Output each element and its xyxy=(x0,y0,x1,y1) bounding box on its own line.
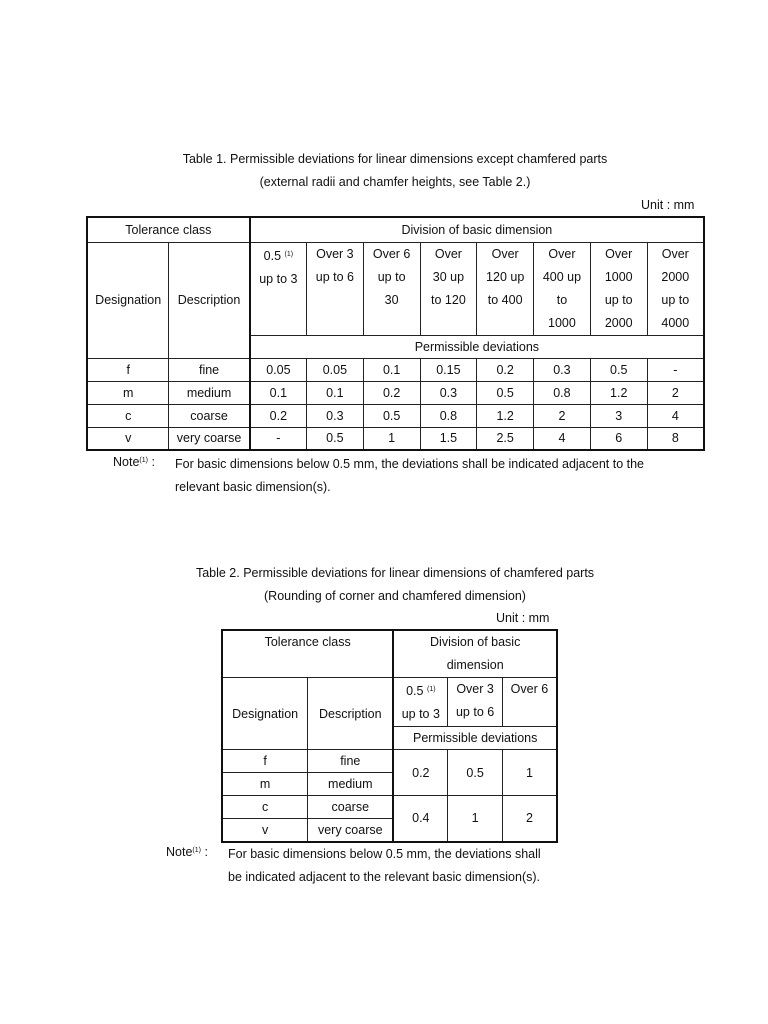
t1-range-2 xyxy=(306,242,363,335)
t1-designation-cell: m xyxy=(87,381,169,404)
t1-range-8-line: up to xyxy=(661,292,690,307)
t1-value-cell: 0.5 xyxy=(590,358,647,381)
t1-description-cell: fine xyxy=(169,358,250,381)
t2-note-colon: : xyxy=(200,845,208,859)
t1-range-6-line: to xyxy=(556,292,568,307)
t2-value-cell: 2 xyxy=(502,796,557,842)
t1-tolerance-class-header: Tolerance class xyxy=(87,217,250,242)
t2-value-cell: 1 xyxy=(502,750,557,796)
t1-range-6-line: 1000 xyxy=(548,315,576,330)
t1-value-cell: 1.5 xyxy=(420,427,477,450)
table2 xyxy=(221,629,558,843)
t1-value-cell: 0.8 xyxy=(420,404,477,427)
t2-note-sup: (1) xyxy=(192,847,201,854)
t2-value-cell: 0.5 xyxy=(448,750,503,796)
t1-permissible-header: Permissible deviations xyxy=(250,335,704,358)
table1-note-label xyxy=(113,453,155,470)
t1-value-cell: 2 xyxy=(647,381,704,404)
t1-division-header: Division of basic dimension xyxy=(250,217,704,242)
t2-range-3 xyxy=(502,678,557,727)
t1-designation-cell: c xyxy=(87,404,169,427)
t1-description-cell: coarse xyxy=(169,404,250,427)
t1-range-2-line: Over 3 xyxy=(316,246,354,261)
t1-value-cell: 0.1 xyxy=(250,381,307,404)
t1-range-8-line: 4000 xyxy=(661,315,690,330)
t2-range-1-line: up to 3 xyxy=(401,707,440,721)
t1-value-cell: 6 xyxy=(590,427,647,450)
table-row xyxy=(87,358,704,381)
t1-range-4-line: Over xyxy=(434,246,462,261)
t1-range-5-line: Over xyxy=(491,246,519,261)
t1-note-line1: For basic dimensions below 0.5 mm, the deviations shall be indicated adjacent to the xyxy=(175,457,645,471)
t1-note-line2: relevant basic dimension(s). xyxy=(175,480,331,494)
t1-range-1-line: 0.5 $^{(1)}$ xyxy=(263,248,294,263)
t2-designation-cell: c xyxy=(222,796,308,819)
t1-description-cell: medium xyxy=(169,381,250,404)
t2-division-line2: dimension xyxy=(446,658,504,672)
t1-value-cell: 0.8 xyxy=(534,381,591,404)
t2-note-line2: be indicated adjacent to the relevant basic dimension(s). xyxy=(228,870,540,884)
t2-range-3-line xyxy=(503,701,556,724)
t2-description-cell: coarse xyxy=(308,796,394,819)
table-row xyxy=(87,381,704,404)
t1-note-colon: : xyxy=(147,455,155,469)
t1-value-cell: 1 xyxy=(363,427,420,450)
t1-range-1-line: up to 3 xyxy=(259,271,298,286)
table1-note-text xyxy=(175,453,644,499)
t2-description-cell: medium xyxy=(308,773,394,796)
t2-range-sup: (1) xyxy=(426,686,436,693)
t1-range-8-line: Over xyxy=(661,246,689,261)
t2-division-header xyxy=(393,630,557,678)
t2-note-word: Note xyxy=(166,845,193,859)
t1-range-6-line: Over xyxy=(548,246,576,261)
table1-caption-line1: Table 1. Permissible deviations for linear dimensions except chamfered parts xyxy=(182,152,608,166)
table1 xyxy=(86,216,705,451)
table2-note-text xyxy=(228,843,541,889)
t2-value-cell: 0.2 xyxy=(393,750,447,796)
t1-value-cell: 3 xyxy=(590,404,647,427)
t2-description-header: Description xyxy=(308,678,394,750)
t1-range-5-line: 120 up xyxy=(486,269,525,284)
table-row xyxy=(222,750,557,773)
t1-designation-cell: f xyxy=(87,358,169,381)
t2-note-line1: For basic dimensions below 0.5 mm, the deviations shall xyxy=(228,847,541,861)
table2-caption-line1: Table 2. Permissible deviations for linear dimensions of chamfered parts xyxy=(195,566,595,580)
t2-description-cell: fine xyxy=(308,750,394,773)
t1-range-4 xyxy=(420,242,477,335)
t1-note-word: Note xyxy=(113,455,140,469)
t1-value-cell: 0.1 xyxy=(306,381,363,404)
t1-range-7-line: 1000 xyxy=(604,269,633,284)
table-row xyxy=(87,404,704,427)
t1-value-cell: 0.1 xyxy=(363,358,420,381)
t1-value-cell: 0.2 xyxy=(250,404,307,427)
t1-value-cell: 1.2 xyxy=(477,404,534,427)
table2-note-label xyxy=(166,843,208,860)
t1-value-cell: 0.5 xyxy=(306,427,363,450)
t1-range-sup: (1) xyxy=(284,250,294,258)
t1-value-cell: 0.3 xyxy=(306,404,363,427)
t1-range-7-line: 2000 xyxy=(604,315,633,330)
t2-designation-cell: m xyxy=(222,773,308,796)
t1-value-cell: 4 xyxy=(647,404,704,427)
t1-range-7 xyxy=(590,242,647,335)
t1-range-7-line: up to xyxy=(604,292,633,307)
t2-tolerance-class-header xyxy=(222,630,393,678)
t1-designation-header: Designation xyxy=(87,242,169,358)
t1-range-4-line: to 120 xyxy=(431,292,466,307)
t1-range-4-line: 30 up xyxy=(432,269,465,284)
t1-value-cell: 0.05 xyxy=(306,358,363,381)
t1-range-8 xyxy=(647,242,704,335)
t1-note-sup: (1) xyxy=(139,457,148,464)
t1-value-cell: 2.5 xyxy=(477,427,534,450)
t1-description-cell: very coarse xyxy=(169,427,250,450)
t2-range-3-line: Over 6 xyxy=(510,682,549,696)
t1-range-3-line: Over 6 xyxy=(372,246,411,261)
t2-range-2 xyxy=(448,678,503,727)
table2-unit: Unit : mm xyxy=(496,611,550,625)
t1-value-cell: 0.3 xyxy=(534,358,591,381)
t1-value-cell: 0.2 xyxy=(363,381,420,404)
table2-caption-line2: (Rounding of corner and chamfered dimension) xyxy=(264,589,526,603)
t1-value-cell: 0.3 xyxy=(420,381,477,404)
t1-range-3-line: 30 xyxy=(384,292,399,307)
t2-description-cell: very coarse xyxy=(308,819,394,842)
t2-value-cell: 0.4 xyxy=(393,796,447,842)
t1-value-cell: 2 xyxy=(534,404,591,427)
t1-range-8-line: 2000 xyxy=(661,269,690,284)
t1-designation-cell: v xyxy=(87,427,169,450)
t1-range-2-line: up to 6 xyxy=(315,269,354,284)
t1-value-cell: 1.2 xyxy=(590,381,647,404)
t1-description-header: Description xyxy=(169,242,250,358)
t1-range-1 xyxy=(250,242,307,335)
t1-value-cell: 0.15 xyxy=(420,358,477,381)
t1-value-cell: 0.05 xyxy=(250,358,307,381)
t1-range-5 xyxy=(477,242,534,335)
t2-tolerance-class-text: Tolerance class xyxy=(264,635,351,649)
table-row xyxy=(222,796,557,819)
t2-range-1-line: 0.5 $^{(1)}$ xyxy=(406,684,436,698)
t1-value-cell: - xyxy=(250,427,307,450)
table1-caption-line2: (external radii and chamfer heights, see Table 2.) xyxy=(259,175,531,189)
t1-value-cell: 4 xyxy=(534,427,591,450)
t2-designation-cell: v xyxy=(222,819,308,842)
t2-permissible-header: Permissible deviations xyxy=(393,727,557,750)
table1-unit: Unit : mm xyxy=(641,198,695,212)
t1-range-3 xyxy=(363,242,420,335)
t1-value-cell: 8 xyxy=(647,427,704,450)
table-row xyxy=(87,427,704,450)
t1-value-cell: 0.2 xyxy=(477,358,534,381)
t1-range-5-line: to 400 xyxy=(487,292,523,307)
t2-range-1 xyxy=(393,678,447,727)
t2-designation-cell: f xyxy=(222,750,308,773)
t1-range-6-line: 400 up xyxy=(542,269,582,284)
t2-designation-header: Designation xyxy=(222,678,308,750)
t1-value-cell: 0.5 xyxy=(477,381,534,404)
t2-range-2-line: up to 6 xyxy=(455,705,495,719)
t2-division-line1: Division of basic xyxy=(430,635,521,649)
t2-range-2-line: Over 3 xyxy=(456,682,494,696)
t1-range-3-line: up to xyxy=(377,269,406,284)
t1-range-6 xyxy=(534,242,591,335)
t1-range-7-line: Over xyxy=(605,246,633,261)
t1-value-cell: - xyxy=(647,358,704,381)
t1-value-cell: 0.5 xyxy=(363,404,420,427)
t2-value-cell: 1 xyxy=(448,796,503,842)
